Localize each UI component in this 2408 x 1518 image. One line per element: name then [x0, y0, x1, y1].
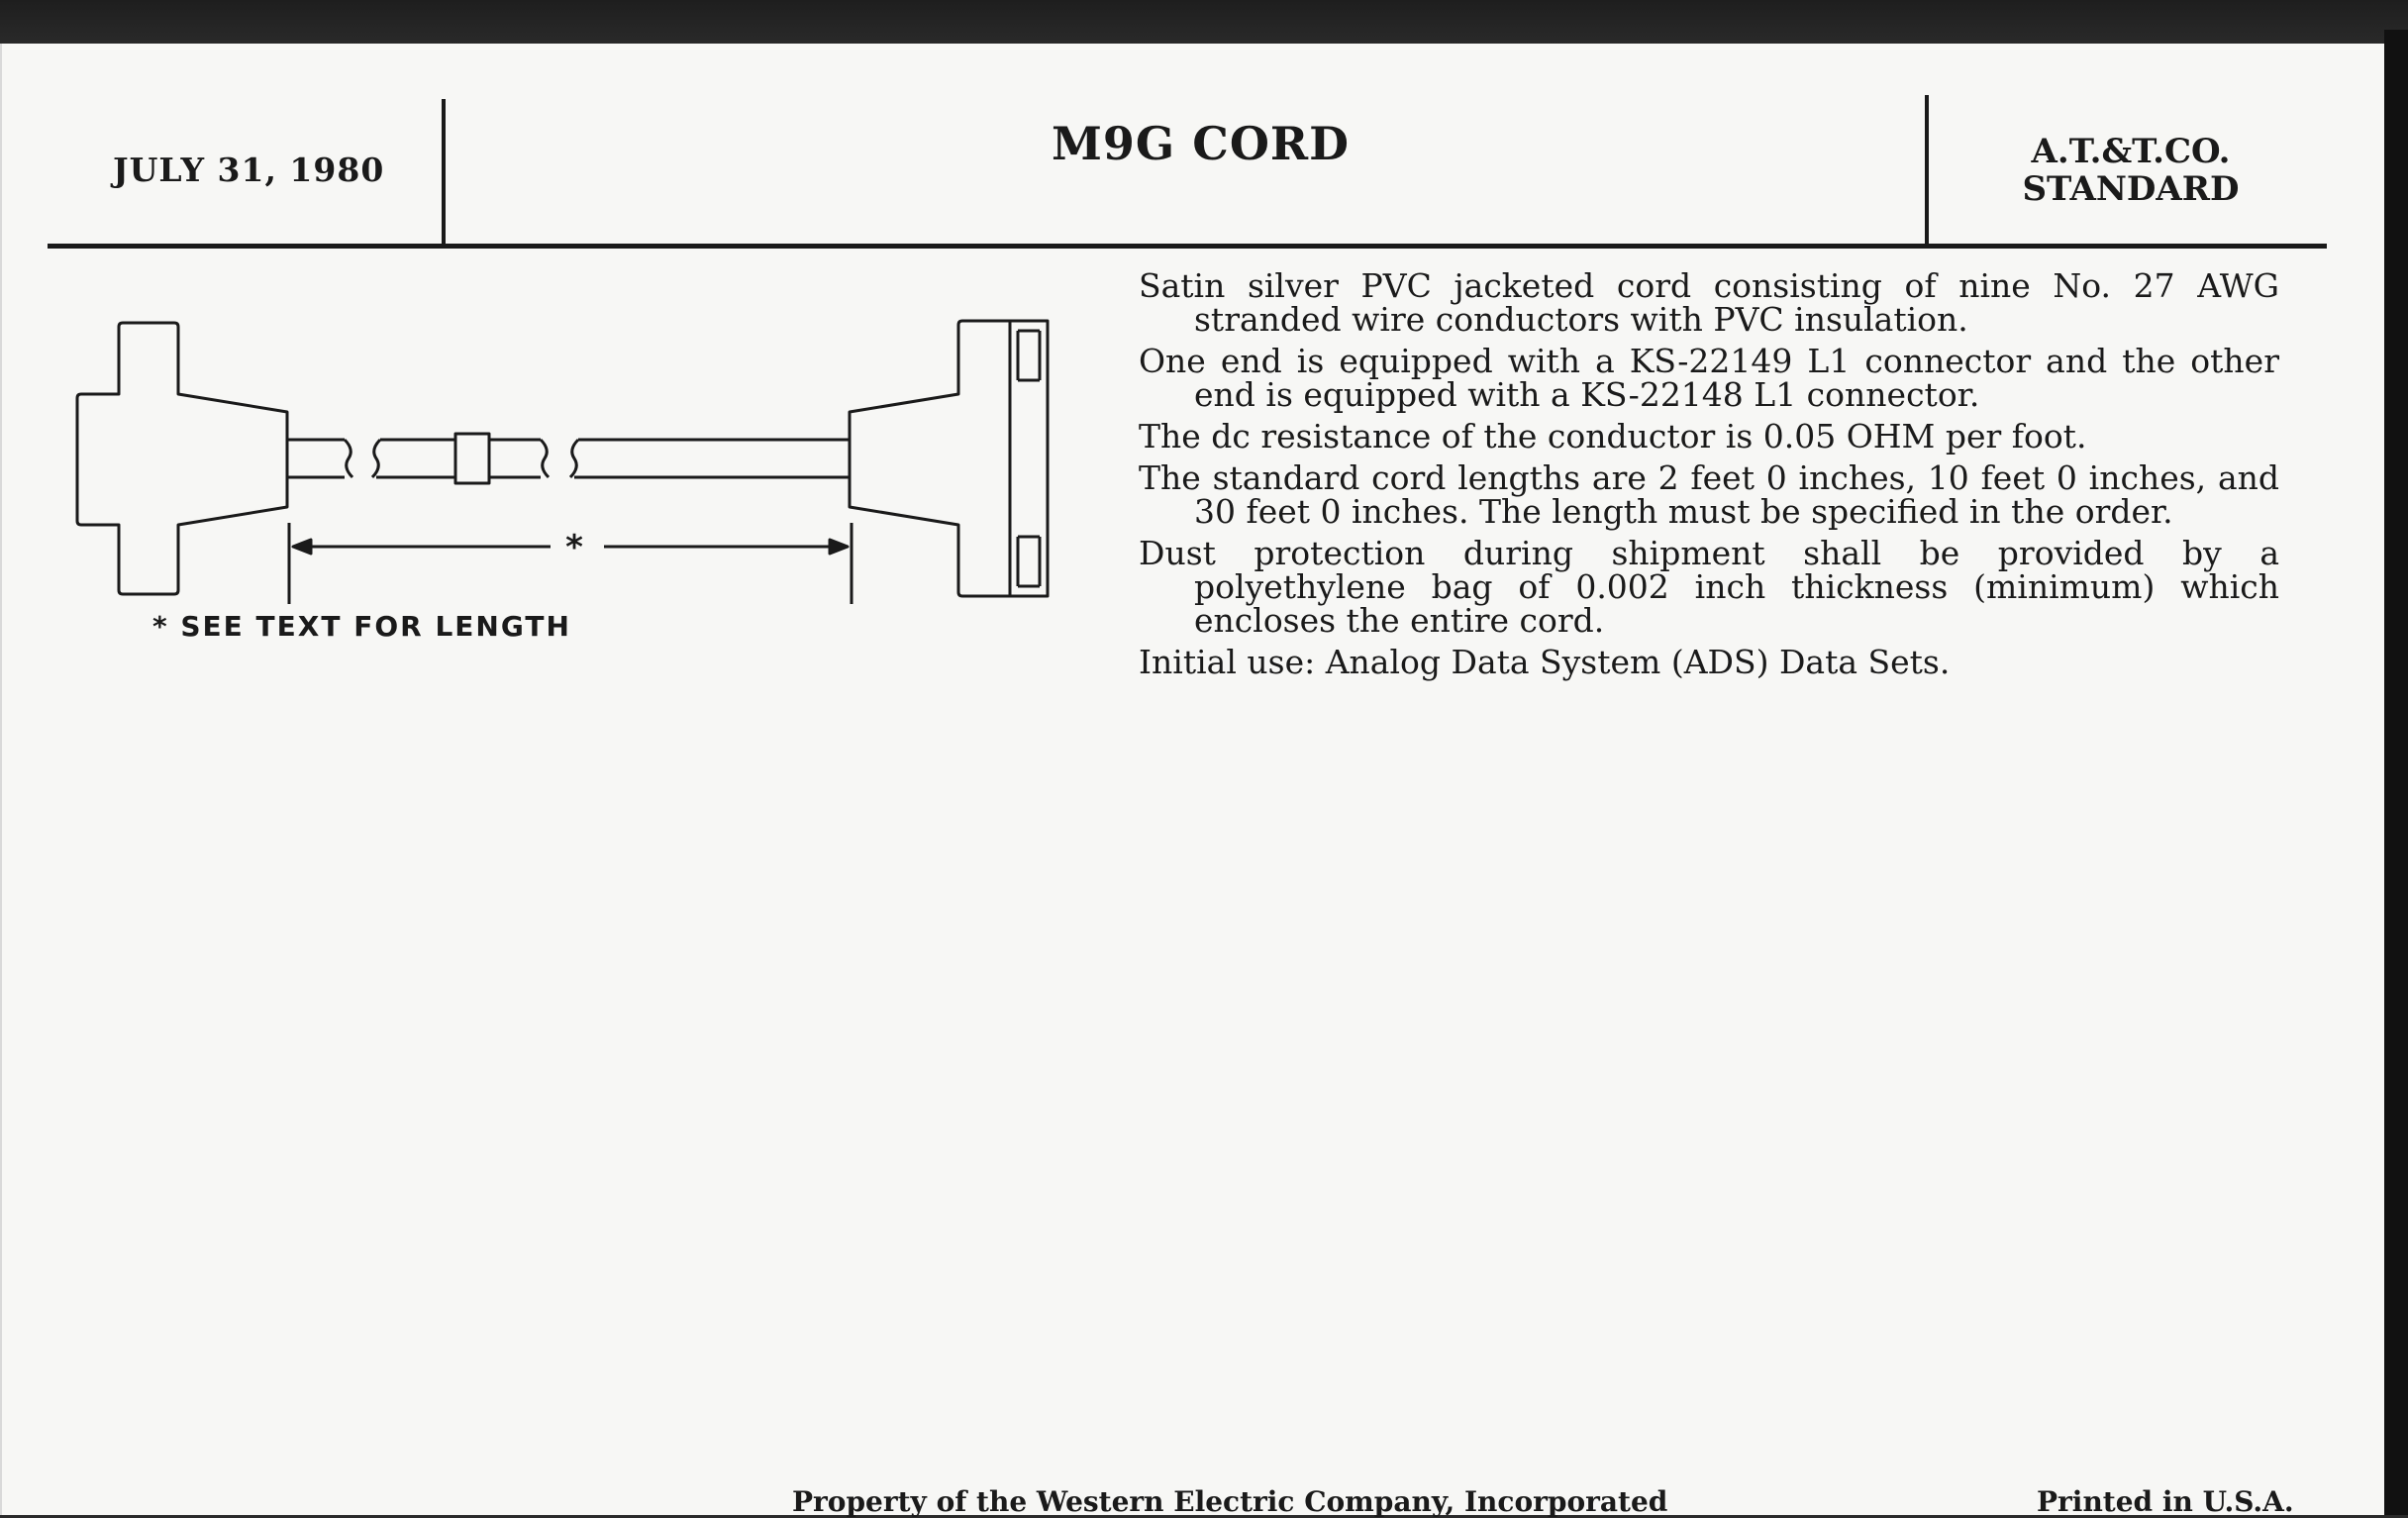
specification-text [1139, 266, 2279, 687]
standard-label [2002, 133, 2259, 208]
paragraph-resistance: The dc resistance of the conductor is 0.05 OHM per foot. [1139, 417, 2087, 455]
standard-label-line1: A.T.&T.CO. [2031, 132, 2231, 171]
property-notice: Property of the Western Electric Company, Incorporated [792, 1485, 1668, 1518]
header-divider-left [442, 99, 446, 246]
header-rule [48, 244, 2327, 249]
length-note: * SEE TEXT FOR LENGTH [152, 610, 571, 643]
right-connector-icon [570, 321, 1048, 596]
standard-label-line2: STANDARD [2022, 169, 2240, 209]
cable-segment-icon [372, 434, 549, 483]
printed-notice: Printed in U.S.A. [2037, 1485, 2294, 1518]
length-marker: * [565, 528, 583, 567]
standard-sheet [0, 44, 2386, 1518]
paragraph-dust-protection: Dust protection during shipment shall be provided by a polyethylene bag of 0.002 inch thickness (minimum) which encloses the entire cord. [1139, 534, 2279, 640]
issue-date: JULY 31, 1980 [113, 151, 385, 189]
paragraph-connectors: One end is equipped with a KS-22149 L1 connector and the other end is equipped with a KS-22148 L1 connector. [1139, 342, 2279, 414]
page-title: M9G CORD [1052, 117, 1351, 170]
paragraph-lengths: The standard cord lengths are 2 feet 0 inches, 10 feet 0 inches, and 30 feet 0 inches. The length must be specified in the order. [1139, 458, 2279, 531]
header-divider-right [1925, 95, 1929, 246]
cord-drawing [61, 301, 1091, 618]
scan-edge [2384, 30, 2408, 1515]
paragraph-initial-use: Initial use: Analog Data System (ADS) Data Sets. [1139, 643, 1951, 681]
paragraph-description: Satin silver PVC jacketed cord consisting of nine No. 27 AWG stranded wire conductors with PVC insulation. [1139, 266, 2279, 339]
